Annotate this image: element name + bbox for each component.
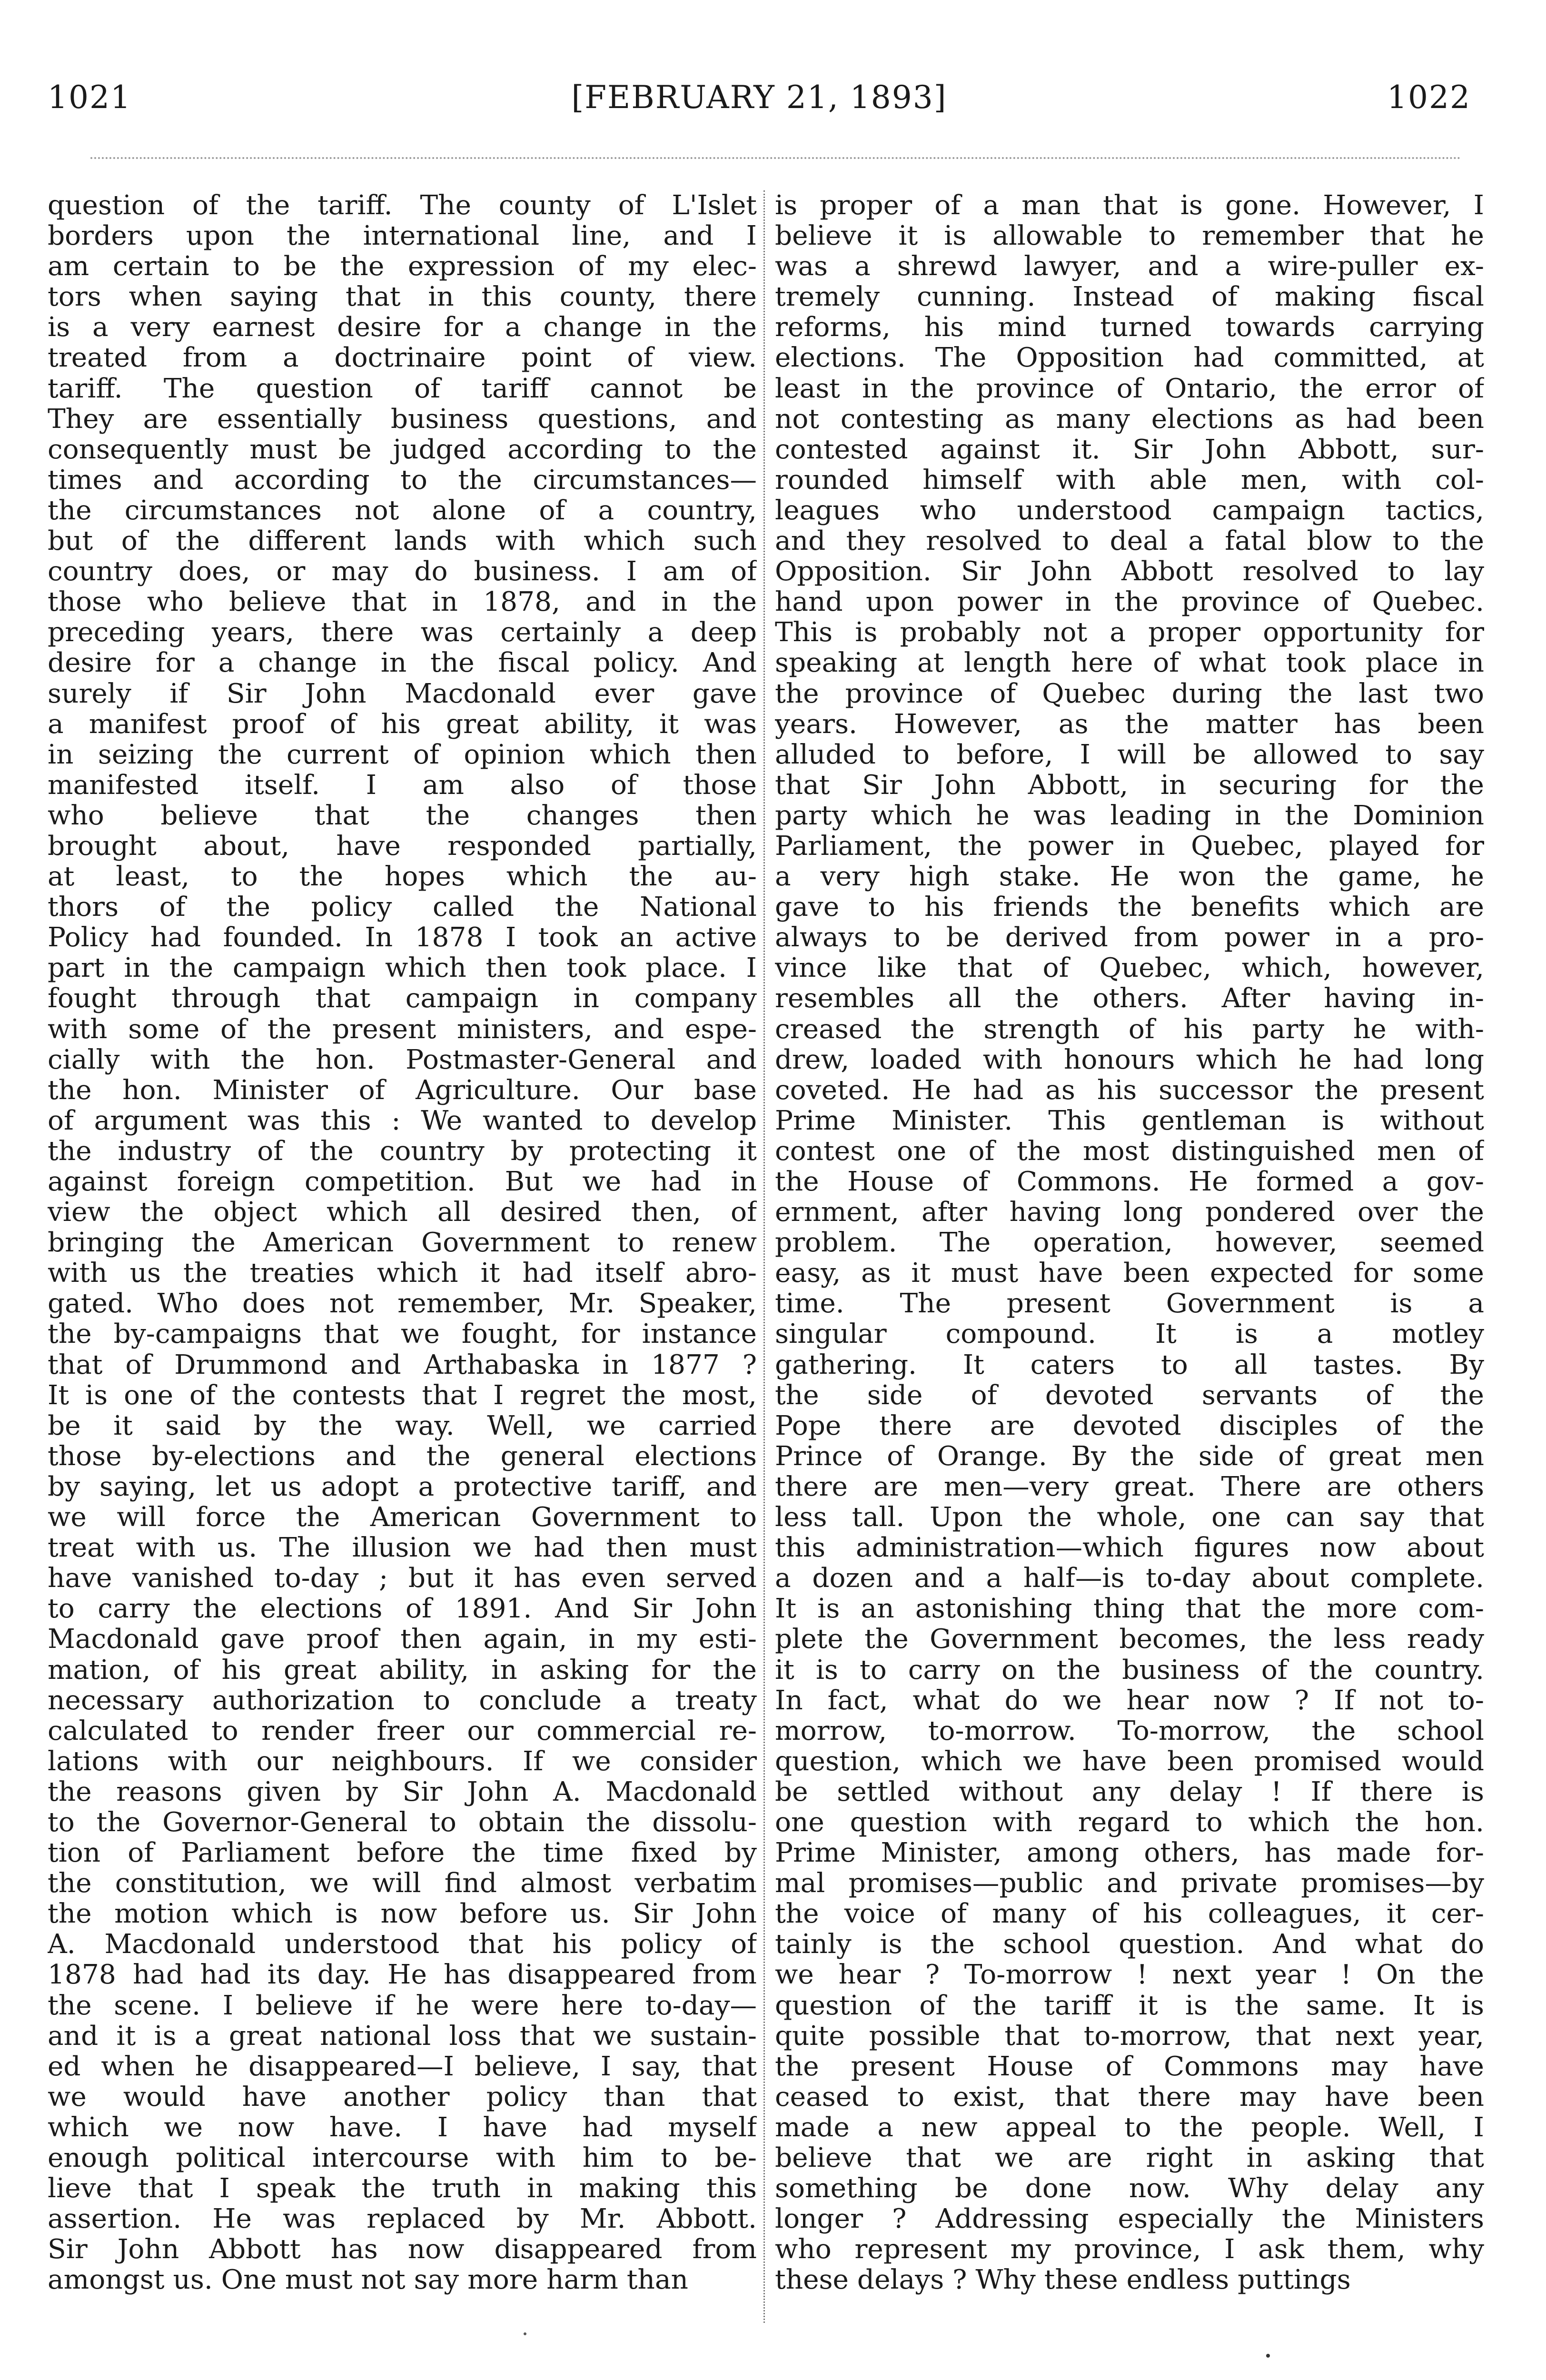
text-line: ceased to exist, that there may have been	[775, 2082, 1484, 2112]
text-line: speaking at length here of what took place in	[775, 648, 1484, 679]
right-column	[775, 190, 1484, 2332]
text-line: be settled without any delay ! If there is	[775, 1776, 1484, 1807]
text-line: with us the treaties which it had itself abro-	[48, 1258, 757, 1289]
text-line: thors of the policy called the National	[48, 892, 757, 923]
text-line: ed when he disappeared—I believe, I say, that	[48, 2051, 757, 2082]
text-line: who believe that the changes then	[48, 800, 757, 831]
text-line: the motion which is now before us. Sir John	[48, 1899, 757, 1930]
text-line: lations with our neighbours. If we consider	[48, 1746, 757, 1777]
text-line: vince like that of Quebec, which, however,	[775, 953, 1484, 984]
text-line: always to be derived from power in a pro-	[775, 922, 1484, 953]
text-line: tors when saying that in this county, there	[48, 282, 757, 313]
text-line: who represent my province, I ask them, why	[775, 2234, 1484, 2265]
text-line: have vanished to-day ; but it has even served	[48, 1563, 757, 1594]
text-line: consequently must be judged according to the	[48, 434, 757, 465]
text-line: the reasons given by Sir John A. Macdonald	[48, 1776, 757, 1807]
text-line: resembles all the others. After having in-	[775, 983, 1484, 1014]
text-line: those by-elections and the general elections	[48, 1441, 757, 1472]
text-line: believe that we are right in asking that	[775, 2143, 1484, 2173]
text-line: It is an astonishing thing that the more com-	[775, 1594, 1484, 1625]
text-line: times and according to the circumstances—	[48, 465, 757, 496]
text-line: easy, as it must have been expected for some	[775, 1258, 1484, 1289]
text-line: question, which we have been promised would	[775, 1746, 1484, 1777]
text-line: that of Drummond and Arthabaska in 1877 ?	[48, 1349, 757, 1380]
text-line: singular compound. It is a motley	[775, 1319, 1484, 1350]
text-line: assertion. He was replaced by Mr. Abbott.	[48, 2204, 757, 2235]
text-line: lieve that I speak the truth in making this	[48, 2173, 757, 2204]
text-line: preceding years, there was certainly a deep	[48, 617, 757, 648]
text-line: at least, to the hopes which the au-	[48, 862, 757, 892]
text-line: not contesting as many elections as had been	[775, 404, 1484, 435]
text-line: the scene. I believe if he were here to-day—	[48, 1990, 757, 2021]
text-line: manifested itself. I am also of those	[48, 770, 757, 801]
text-line: question of the tariff it is the same. It is	[775, 1990, 1484, 2021]
text-line: to carry the elections of 1891. And Sir John	[48, 1594, 757, 1625]
text-line: 1878 had had its day. He has disappeared from	[48, 1960, 757, 1991]
text-line: we will force the American Government to	[48, 1502, 757, 1533]
text-line: am certain to be the expression of my elec-	[48, 251, 757, 282]
text-line: this administration—which figures now about	[775, 1533, 1484, 1564]
text-line: quite possible that to-morrow, that next year,	[775, 2021, 1484, 2052]
text-line: gave to his friends the benefits which are	[775, 892, 1484, 923]
text-line: creased the strength of his party he with-	[775, 1014, 1484, 1045]
text-line: surely if Sir John Macdonald ever gave	[48, 678, 757, 709]
text-line: mation, of his great ability, in asking for the	[48, 1655, 757, 1686]
text-line: part in the campaign which then took place. I	[48, 953, 757, 984]
text-line: contested against it. Sir John Abbott, sur-	[775, 434, 1484, 465]
text-line: contest one of the most distinguished men of	[775, 1136, 1484, 1167]
text-line: Pope there are devoted disciples of the	[775, 1410, 1484, 1441]
text-line: fought through that campaign in company	[48, 983, 757, 1014]
header-rule	[90, 157, 1461, 159]
text-line: hand upon power in the province of Quebec.	[775, 587, 1484, 618]
text-line: gathering. It caters to all tastes. By	[775, 1349, 1484, 1380]
text-line: mal promises—public and private promises—by	[775, 1868, 1484, 1899]
text-line: tainly is the school question. And what do	[775, 1929, 1484, 1960]
text-line: In fact, what do we hear now ? If not to-	[775, 1685, 1484, 1716]
text-line: made a new appeal to the people. Well, I	[775, 2112, 1484, 2143]
text-line: treat with us. The illusion we had then must	[48, 1533, 757, 1564]
text-line: Sir John Abbott has now disappeared from	[48, 2234, 757, 2265]
text-line: problem. The operation, however, seemed	[775, 1228, 1484, 1259]
text-line: tariff. The question of tariff cannot be	[48, 373, 757, 404]
text-line: Prime Minister, among others, has made for-	[775, 1838, 1484, 1869]
text-line: and they resolved to deal a fatal blow to the	[775, 526, 1484, 557]
text-line: to the Governor-General to obtain the dissolu-	[48, 1807, 757, 1838]
text-line: question of the tariff. The county of L'Islet	[48, 190, 757, 221]
text-line: longer ? Addressing especially the Ministers	[775, 2204, 1484, 2235]
text-line: the constitution, we will find almost verbatim	[48, 1868, 757, 1899]
text-line: coveted. He had as his successor the present	[775, 1075, 1484, 1106]
text-line: and it is a great national loss that we sustain-	[48, 2021, 757, 2052]
text-line: country does, or may do business. I am of	[48, 556, 757, 587]
text-line: time. The present Government is a	[775, 1289, 1484, 1319]
text-line: be it said by the way. Well, we carried	[48, 1410, 757, 1441]
text-line: the House of Commons. He formed a gov-	[775, 1167, 1484, 1197]
text-line: Prince of Orange. By the side of great men	[775, 1441, 1484, 1472]
text-line: least in the province of Ontario, the error of	[775, 373, 1484, 404]
page-date-title: [FEBRUARY 21, 1893]	[571, 79, 947, 116]
text-line: bringing the American Government to renew	[48, 1228, 757, 1259]
text-line: a dozen and a half—is to-day about complete.	[775, 1563, 1484, 1594]
text-line: something be done now. Why delay any	[775, 2173, 1484, 2204]
text-line: calculated to render freer our commercial re-	[48, 1716, 757, 1746]
page-number-right: 1022	[1387, 79, 1471, 116]
text-line: we would have another policy than that	[48, 2082, 757, 2112]
text-line: one question with regard to which the hon.	[775, 1807, 1484, 1838]
text-line: believe it is allowable to remember that he	[775, 221, 1484, 252]
text-line: treated from a doctrinaire point of view.	[48, 343, 757, 374]
text-line: They are essentially business questions, and	[48, 404, 757, 435]
text-line: the hon. Minister of Agriculture. Our base	[48, 1075, 757, 1106]
text-line: the province of Quebec during the last two	[775, 678, 1484, 709]
text-line: the industry of the country by protecting it	[48, 1136, 757, 1167]
text-line: Macdonald gave proof then again, in my esti-	[48, 1624, 757, 1655]
text-line: that Sir John Abbott, in securing for the	[775, 770, 1484, 801]
text-line: view the object which all desired then, of	[48, 1197, 757, 1228]
print-speck	[524, 2332, 526, 2335]
text-line: alluded to before, I will be allowed to say	[775, 739, 1484, 770]
text-line: amongst us. One must not say more harm than	[48, 2265, 688, 2296]
text-line: elections. The Opposition had committed, at	[775, 343, 1484, 374]
text-line: a manifest proof of his great ability, it was	[48, 709, 757, 740]
text-line: which we now have. I have had myself	[48, 2112, 757, 2143]
text-line: against foreign competition. But we had in	[48, 1167, 757, 1197]
text-line: the present House of Commons may have	[775, 2051, 1484, 2082]
text-line: less tall. Upon the whole, one can say that	[775, 1502, 1484, 1533]
text-line: we hear ? To-morrow ! next year ! On the	[775, 1960, 1484, 1991]
text-line: it is to carry on the business of the country.	[775, 1655, 1484, 1686]
text-line: gated. Who does not remember, Mr. Speaker,	[48, 1289, 757, 1319]
text-line: party which he was leading in the Dominion	[775, 800, 1484, 831]
text-line: the side of devoted servants of the	[775, 1380, 1484, 1411]
text-line: morrow, to-morrow. To-morrow, the school	[775, 1716, 1484, 1746]
text-line: Policy had founded. In 1878 I took an active	[48, 922, 757, 953]
text-line: a very high stake. He won the game, he	[775, 862, 1484, 892]
page-header	[48, 71, 1471, 129]
text-line: tion of Parliament before the time fixed by	[48, 1838, 757, 1869]
text-line: but of the different lands with which such	[48, 526, 757, 557]
left-column	[48, 190, 757, 2332]
text-line: is proper of a man that is gone. However, I	[775, 190, 1484, 221]
text-line: borders upon the international line, and I	[48, 221, 757, 252]
column-divider	[763, 190, 765, 2323]
text-line: cially with the hon. Postmaster-General and	[48, 1044, 757, 1075]
text-line: there are men—very great. There are others	[775, 1471, 1484, 1502]
text-line: of argument was this : We wanted to develop	[48, 1105, 757, 1136]
page-number-left: 1021	[48, 79, 131, 116]
text-line: A. Macdonald understood that his policy of	[48, 1929, 757, 1960]
text-line: Parliament, the power in Quebec, played for	[775, 831, 1484, 862]
text-line: with some of the present ministers, and espe-	[48, 1014, 757, 1045]
text-line: leagues who understood campaign tactics,	[775, 495, 1484, 526]
text-line: desire for a change in the fiscal policy. And	[48, 648, 757, 679]
text-line: reforms, his mind turned towards carrying	[775, 312, 1484, 343]
text-line: This is probably not a proper opportunity for	[775, 617, 1484, 648]
text-line: by saying, let us adopt a protective tariff, and	[48, 1471, 757, 1502]
text-line: tremely cunning. Instead of making fiscal	[775, 282, 1484, 313]
text-line: necessary authorization to conclude a treaty	[48, 1685, 757, 1716]
text-line: those who believe that in 1878, and in the	[48, 587, 757, 618]
text-line: was a shrewd lawyer, and a wire-puller ex-	[775, 251, 1484, 282]
text-line: enough political intercourse with him to be-	[48, 2143, 757, 2173]
text-line: ernment, after having long pondered over the	[775, 1197, 1484, 1228]
text-line: in seizing the current of opinion which then	[48, 739, 757, 770]
text-line: Opposition. Sir John Abbott resolved to lay	[775, 556, 1484, 587]
print-speck	[1266, 2354, 1270, 2358]
text-line: rounded himself with able men, with col-	[775, 465, 1484, 496]
text-line: the by-campaigns that we fought, for instance	[48, 1319, 757, 1350]
text-line: plete the Government becomes, the less ready	[775, 1624, 1484, 1655]
text-line: drew, loaded with honours which he had long	[775, 1044, 1484, 1075]
text-line: these delays ? Why these endless puttings	[775, 2265, 1351, 2296]
text-line: Prime Minister. This gentleman is without	[775, 1105, 1484, 1136]
text-line: the circumstances not alone of a country,	[48, 495, 757, 526]
text-line: It is one of the contests that I regret the most,	[48, 1380, 757, 1411]
text-line: is a very earnest desire for a change in the	[48, 312, 757, 343]
text-line: brought about, have responded partially,	[48, 831, 757, 862]
text-line: the voice of many of his colleagues, it cer-	[775, 1899, 1484, 1930]
text-line: years. However, as the matter has been	[775, 709, 1484, 740]
